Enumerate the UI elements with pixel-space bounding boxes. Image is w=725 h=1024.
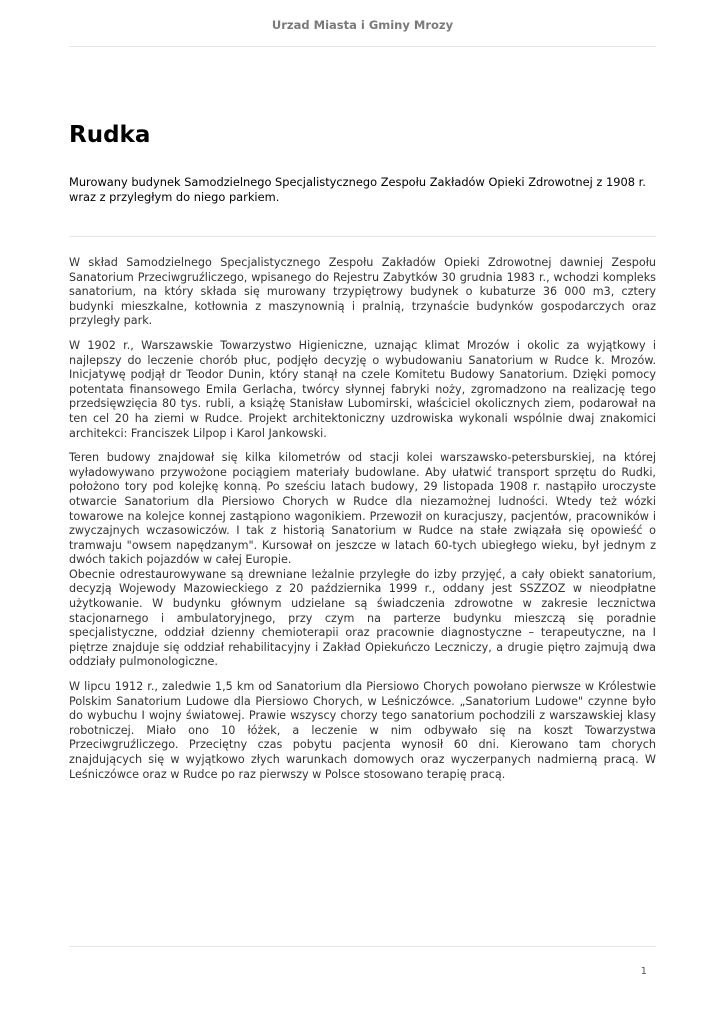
header-divider	[69, 46, 656, 47]
page-title: Rudka	[69, 122, 151, 148]
body-paragraph: W 1902 r., Warszawskie Towarzystwo Higieniczne, uznając klimat Mrozów i okolic za wyjątkowy i najlepszy do leczenie chorób płuc, podjęło decyzję o wybudowaniu Sanatorium w Rudce k. Mrozów. Inicjatywę podjął dr Teodor Dunin, który stanął na czele Komitetu Budowy Sanatorium. Dzięki pomocy potentata finansowego Emila Gerlacha, twórcy słynnej fabryki noży, zgromadzono na realizację tego przedsięwzięcia 80 tys. rubli, a książę Stanisław Lubomirski, właściciel okolicznych ziem, podarował na ten cel 20 ha ziemi w Rudce. Projekt architektoniczny uzdrowiska wykonali wspólnie dwaj znakomici architekci: Franciszek Lilpop i Karol Jankowski.	[69, 338, 656, 440]
body-paragraph: W skład Samodzielnego Specjalistycznego Zespołu Zakładów Opieki Zdrowotnej dawniej Zespołu Sanatorium Przeciwgruźliczego, wpisanego do Rejestru Zabytków 30 grudnia 1983 r., wchodzi kompleks sanatorium, na który składa się murowany trzypiętrowy budynek o kubaturze 36 000 m3, cztery budynki mieszkalne, kotłownia z maszynownią i pralnią, trzynaście budynków gospodarczych oraz przyległy park.	[69, 256, 656, 328]
page-number: 1	[640, 966, 647, 977]
site-title: Urzad Miasta i Gminy Mrozy	[271, 18, 454, 32]
footer-divider	[69, 946, 656, 947]
body-paragraph: Teren budowy znajdował się kilka kilometrów od stacji kolei warszawsko-petersburskiej, na której wyładowywano przywożone pociągiem materiały budowlane. Aby ułatwić transport sprzętu do Rudki, położono tory pod kolejkę konną. Po sześciu latach budowy, 29 listopada 1908 r. nastąpiło uroczyste otwarcie Sanatorium dla Piersiowo Chorych w Rudce dla niezamożnej ludności. Wtedy też wózki towarowe na kolejce konnej zastąpiono wagonikiem. Przewoził on kuracjuszy, pacjentów, pracowników i zwyczajnych wczasowiczów. I tak z historią Sanatorium w Rudce na stałe związała się opowieść o tramwaju "owsem napędzanym". Kursował on jeszcze w latach 60-tych ubiegłego wieku, był jednym z dwóch takich pojazdów w całej Europie.	[69, 451, 656, 567]
body-paragraph: Obecnie odrestaurowywane są drewniane leżalnie przyległe do izby przyjęć, a cały obiekt sanatorium, decyzją Wojewody Mazowieckiego z 20 października 1999 r., oddany jest SSZZOZ w nieodpłatne użytkowanie. W budynku głównym udzielane są świadczenia zdrowotne w zakresie lecznictwa stacjonarnego i ambulatoryjnego, przy czym na parterze budynku mieszczą się poradnie specjalistyczne, oddział dzienny chemioterapii oraz pracownie diagnostyczne – terapeutyczne, na I piętrze znajduje się oddział rehabilitacyjny i Zakład Opiekuńczo Leczniczy, a drugie piętro zajmują dwa oddziały pulmonologiczne.	[69, 567, 656, 669]
body-paragraph: W lipcu 1912 r., zaledwie 1,5 km od Sanatorium dla Piersiowo Chorych powołano pierwsze w Królestwie Polskim Sanatorium Ludowe dla Piersiowo Chorych, w Leśniczówce. „Sanatorium Ludowe" czynne było do wybuchu I wojny światowej. Prawie wszyscy chorzy tego sanatorium pochodzili z warszawskiej klasy robotniczej. Miało ono 10 łóżek, a leczenie w nim odbywało się na koszt Towarzystwa Przeciwgruźliczego. Przeciętny czas pobytu pacjenta wynosił 60 dni. Kierowano tam chorych znajdujących się w wyjątkowo złych warunkach domowych oraz wyczerpanych nadmierną pracą. W Leśniczówce oraz w Rudce po raz pierwszy w Polsce stosowano terapię pracą.	[69, 680, 656, 781]
section-divider	[69, 236, 656, 237]
lead-paragraph: Murowany budynek Samodzielnego Specjalistycznego Zespołu Zakładów Opieki Zdrowotnej z 1908 r. wraz z przyległym do niego parkiem.	[69, 175, 646, 205]
article-body	[69, 256, 656, 782]
